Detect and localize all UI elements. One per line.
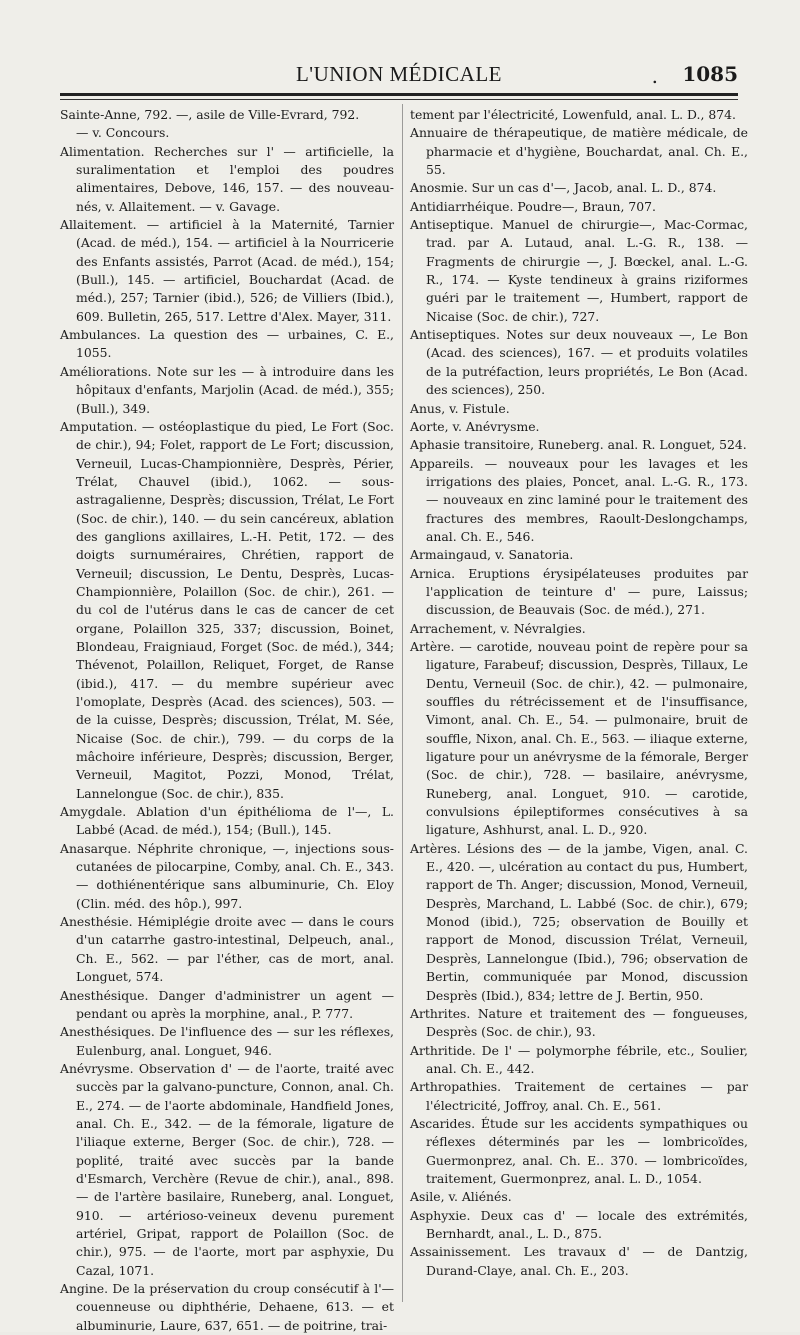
index-entry: Ambulances. La question des — urbaines, C. E., 1055. bbox=[60, 327, 394, 361]
index-entry: Anesthésiques. De l'influence des — sur les réflexes, Eulenburg, anal. Longuet, 946. bbox=[60, 1024, 394, 1058]
index-entry: Armaingaud, v. Sanatoria. bbox=[410, 547, 574, 563]
journal-title: L'UNION MÉDICALE bbox=[295, 62, 502, 86]
index-entry: Arthrites. Nature et traitement des — fongueuses, Desprès (Soc. de chir.), 93. bbox=[410, 1005, 748, 1040]
index-entry: Antidiarrhéique. Poudre—, Braun, 707. bbox=[410, 198, 656, 214]
index-entry: Aphasie transitoire, Runeberg. anal. R. Longuet, 524. bbox=[410, 437, 747, 453]
index-entry: Assainissement. Les travaux d' — de Dantzig, Durand-Claye, anal. Ch. E., 203. bbox=[410, 1244, 748, 1278]
index-entry: Anosmie. Sur un cas d'—, Jacob, anal. L. D., 874. bbox=[410, 180, 717, 196]
header-rule-thin bbox=[60, 99, 738, 100]
index-entry: Anesthésique. Danger d'administrer un agent — pendant ou après la morphine, anal., P. 777. bbox=[60, 987, 394, 1021]
index-entry: Arthropathies. Traitement de certaines — par l'électricité, Joffroy, anal. Ch. E., 561. bbox=[410, 1079, 748, 1113]
index-entry: Arthritide. De l' — polymorphe fébrile, etc., Soulier, anal. Ch. E., 442. bbox=[410, 1042, 748, 1076]
header-separator: . bbox=[651, 64, 658, 88]
page-header bbox=[60, 60, 738, 90]
index-entry: Arnica. Eruptions érysipélateuses produites par l'application de teinture d' — pure, Laissus; discussion, de Beauvais (Soc. de méd.), 271. bbox=[410, 565, 748, 618]
index-entry: Améliorations. Note sur les — à introduire dans les hôpitaux d'enfants, Marjolin (Acad. de méd.), 355; (Bull.), 349. bbox=[60, 363, 394, 416]
index-entry: Alimentation. Recherches sur l' — artificielle, la suralimentation et l'emploi des poudres alimentaires, Debove, 146, 157. — des nouveau-nés, v. Allaitement. — v. Gavage. bbox=[60, 143, 394, 214]
index-entry: Allaitement. — artificiel à la Maternité, Tarnier (Acad. de méd.), 154. — artificiel à la Nourricerie des Enfants assistés, Parrot (Acad. de méd.), 154; (Bull.), 145. — artificiel, Bouchardat (Acad. de méd.), 257; Tarnier (ibid.), 526; de Villiers (Ibid.), 609. Bulletin, 265, 517. Lettre d'Alex. Mayer, 311. bbox=[60, 217, 394, 324]
index-entry: Aorte, v. Anévrysme. bbox=[410, 418, 540, 434]
index-entry: Antiseptiques. Notes sur deux nouveaux —, Le Bon (Acad. des sciences), 167. — et produits volatiles de la putréfaction, leurs propriétés, Le Bon (Acad. des sciences), 250. bbox=[410, 327, 748, 398]
index-entry: Antiseptique. Manuel de chirurgie—, Mac-Cormac, trad. par A. Lutaud, anal. L.-G. R., 138. — Fragments de chirurgie —, J. Bœckel, anal. L.-G. R., 174. — Kyste tendineux à grains riziformes guéri par le traitement —, Humbert, rapport de Nicaise (Soc. de chir.), 727. bbox=[410, 217, 748, 324]
index-entry: Ascarides. Étude sur les accidents sympathiques ou réflexes déterminés par les — lombricoïdes, Guermonprez, anal. Ch. E.. 370. — lombricoïdes, traitement, Guermonprez, anal. L. D., 1054. bbox=[410, 1115, 748, 1186]
index-entry: Amygdale. Ablation d'un épithélioma de l'—, L. Labbé (Acad. de méd.), 154; (Bull.), 145. bbox=[60, 804, 394, 838]
index-entry: Appareils. — nouveaux pour les lavages et les irrigations des plaies, Poncet, anal. L.-G. R., 173. — nouveaux en zinc laminé pour le traitement des fractures des membres, Raoult-Deslongchamps, anal. Ch. E., 546. bbox=[410, 455, 748, 544]
right-column bbox=[410, 106, 748, 1280]
column-divider bbox=[402, 104, 403, 1302]
index-entry: Amputation. — ostéoplastique du pied, Le Fort (Soc. de chir.), 94; Folet, rapport de Le Fort; discussion, Verneuil, Lucas-Championnière, Desprès, Périer, Trélat, Chauvel (ibid.), 1062. — sous-astragalienne, Desprès; discussion, Trélat, Le Fort (Soc. de chir.), 140. — du sein cancéreux, ablation des ganglions axillaires, L.-H. Petit, 172. — des doigts surnuméraires, Chrétien, rapport de Verneuil; discussion, Le Dentu, Desprès, Lucas-Championnière, Polaillon (Soc. de chir.), 261. — du col de l'utérus dans le cas de cancer de cet organe, Polaillon 325, 337; discussion, Boinet, Blondeau, Fraigniaud, Forget (Soc. de méd.), 344; Thévenot, Polaillon, Reliquet, Forget, de Ranse (ibid.), 417. — du membre supérieur avec l'omoplate, Desprès (Acad. des sciences), 503. — de la cuisse, Desprès; discussion, Trélat, M. Sée, Nicaise (Soc. de chir.), 799. — du corps de la mâchoire inférieure, Desprès; discussion, Berger, Verneuil, Magitot, Pozzi, Monod, Trélat, Lannelongue (Soc. de chir.), 835. bbox=[60, 418, 394, 801]
index-entry: Asile, v. Aliénés. bbox=[410, 1189, 512, 1205]
index-entry: Anasarque. Néphrite chronique, —, injections sous-cutanées de pilocarpine, Comby, anal. Ch. E., 343. — dothiénentérique sans albuminurie, Ch. Eloy (Clin. méd. des hôp.), 997. bbox=[60, 840, 394, 911]
index-entry: Asphyxie. Deux cas d' — locale des extrémités, Bernhardt, anal., L. D., 875. bbox=[410, 1207, 748, 1241]
index-entry: tement par l'électricité, Lowenfuld, anal. L. D., 874. bbox=[410, 107, 736, 122]
header-rule-thick bbox=[60, 93, 738, 96]
index-entry: Arrachement, v. Névralgies. bbox=[410, 620, 586, 636]
index-entry: Sainte-Anne, 792. —, asile de Ville-Evrard, 792. — v. Concours. bbox=[60, 107, 360, 141]
right-index-list bbox=[410, 106, 748, 1280]
index-entry: Angine. De la préservation du croup consécutif à l'—couenneuse ou diphthérie, Dehaene, 613. — et albuminurie, Laure, 637, 651. — de poitrine, trai- bbox=[60, 1281, 394, 1333]
index-entry: Anesthésie. Hémiplégie droite avec — dans le cours d'un catarrhe gastro-intestinal, Delpeuch, anal., Ch. E., 562. — par l'éther, cas de mort, anal. Longuet, 574. bbox=[60, 914, 394, 985]
index-entry: Anus, v. Fistule. bbox=[410, 400, 510, 416]
index-entry: Annuaire de thérapeutique, de matière médicale, de pharmacie et d'hygiène, Bouchardat, anal. Ch. E., 55. bbox=[410, 125, 748, 178]
index-entry: Anévrysme. Observation d' — de l'aorte, traité avec succès par la galvano-puncture, Connon, anal. Ch. E., 274. — de l'aorte abdominale, Handfield Jones, anal. Ch. E., 342. — de la fémorale, ligature de l'iliaque externe, Berger (Soc. de chir.), 728. — poplité, traité avec succès par la bande d'Esmarch, Verchère (Revue de chir.), anal., 898. — de l'artère basilaire, Runeberg, anal. Longuet, 910. — artérioso-veineux devenu purement artériel, Gripat, rapport de Polaillon (Soc. de chir.), 975. — de l'aorte, mort par asphyxie, Du Cazal, 1071. bbox=[60, 1060, 394, 1278]
page-number: 1085 bbox=[682, 62, 738, 86]
index-entry: Artère. — carotide, nouveau point de repère pour sa ligature, Farabeuf; discussion, Desprès, Tillaux, Le Dentu, Verneuil (Soc. de chir.), 42. — pulmonaire, souffles du rétrécissement et de l'insuffisance, Vimont, anal. Ch. E., 54. — pulmonaire, bruit de souffle, Nixon, anal. Ch. E., 563. — iliaque externe, ligature pour un anévrysme de la fémorale, Berger (Soc. de chir.), 728. — basilaire, anévrysme, Runeberg, anal. Longuet, 910. — carotide, convulsions épileptiformes consécutives à sa ligature, Ashhurst, anal. L. D., 920. bbox=[410, 638, 748, 838]
left-column bbox=[60, 106, 394, 1335]
left-index-list bbox=[60, 106, 394, 1335]
index-entry: Artères. Lésions des — de la jambe, Vigen, anal. C. E., 420. —, ulcération au contact du pus, Humbert, rapport de Th. Anger; discussion, Monod, Verneuil, Desprès, Marchand, L. Labbé (Soc. de chir.), 679; Monod (ibid.), 725; observation de Bouilly et rapport de Monod, discussion Trélat, Verneuil, Desprès, Lannelongue (Ibid.), 796; observation de Bertin, communiquée par Monod, discussion Desprès (Ibid.), 834; lettre de J. Bertin, 950. bbox=[410, 840, 748, 1003]
